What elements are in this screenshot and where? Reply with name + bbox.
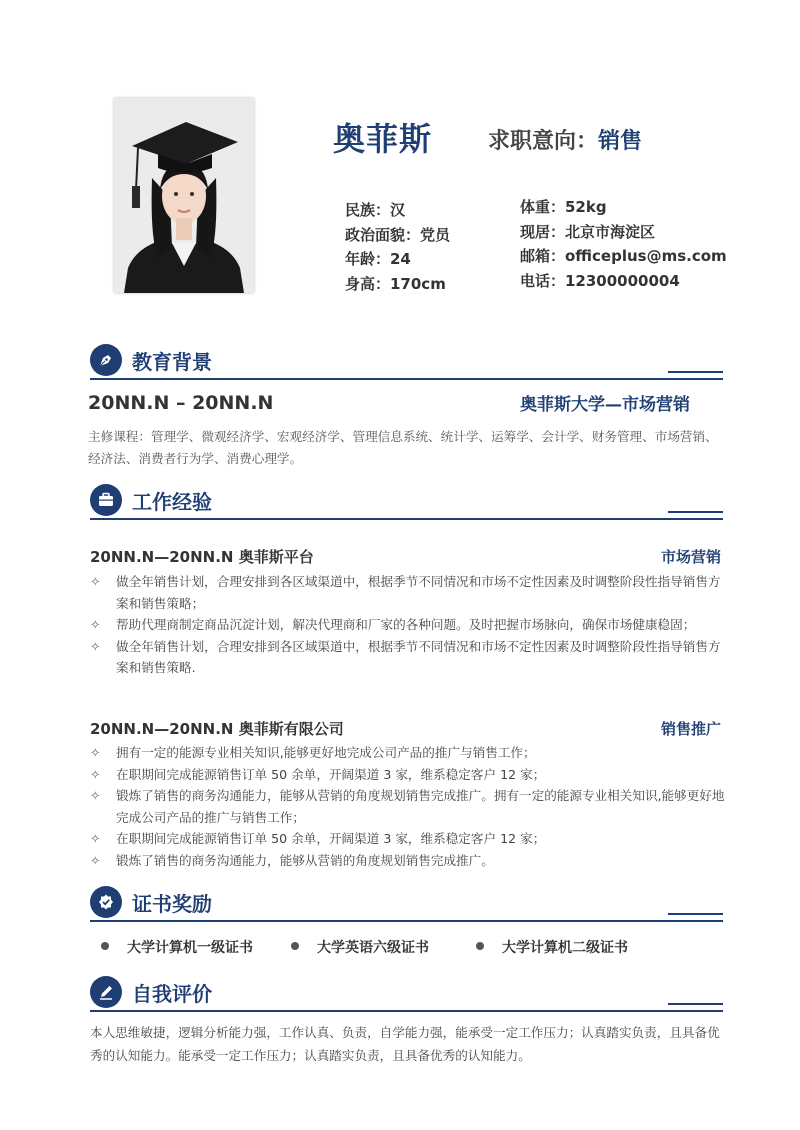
list-item: ✧ 做全年销售计划，合理安排到各区域渠道中，根据季节不同情况和市场不定性因素及时调整阶段性指导销售方案和销售策略； — [90, 571, 726, 614]
job-intent-value: 销售 — [598, 129, 643, 154]
education-section-header — [90, 344, 723, 384]
self-section-header — [90, 976, 723, 1016]
cert-item: 大学计算机二级证书 — [476, 937, 628, 957]
section-accent-line — [668, 511, 723, 513]
section-title: 工作经验 — [132, 490, 212, 514]
section-accent-line — [668, 371, 723, 373]
education-date: 20NN.N – 20NN.N — [88, 392, 274, 414]
section-divider — [90, 1010, 723, 1012]
cert-list — [101, 937, 721, 959]
list-item: ✧ 在职期间完成能源销售订单 50 余单，开阔渠道 3 家，维系稳定客户 12 家； — [90, 764, 726, 786]
section-divider — [90, 920, 723, 922]
political-status: 政治面貌：党员 — [345, 225, 451, 244]
ethnicity: 民族：汉 — [345, 201, 406, 219]
section-title: 证书奖励 — [132, 892, 212, 916]
personal-info-left — [345, 198, 450, 296]
bullet-mark: ✧ — [90, 638, 101, 654]
age: 年龄：24 — [345, 250, 411, 268]
self-evaluation-text: 本人思维敏捷，逻辑分析能力强，工作认真、负责，自学能力强，能承受一定工作压力；认真踏实负责，且具备优秀的认知能力。能承受一定工作压力；认真踏实负责，且具备优秀的认知能力。 — [90, 1025, 720, 1063]
section-divider — [90, 378, 723, 380]
candidate-name: 奥菲斯 — [333, 120, 433, 158]
bullet-mark: ✧ — [90, 788, 101, 803]
bullet-dot — [291, 942, 299, 950]
list-item: ✧ 拥有一定的能源专业相关知识,能够更好地完成公司产品的推广与销售工作； — [90, 742, 726, 764]
bullet-mark: ✧ — [90, 745, 101, 760]
bullet-dot — [476, 942, 484, 950]
job-2-header: 20NN.N—20NN.N 奥菲斯有限公司 — [90, 720, 344, 738]
bullet-mark: ✧ — [90, 617, 101, 632]
cert-item: 大学英语六级证书 — [291, 937, 429, 957]
residence: 现居：北京市海淀区 — [520, 222, 656, 241]
job-1-header: 20NN.N—20NN.N 奥菲斯平台 — [90, 548, 314, 566]
height: 身高：170cm — [345, 274, 446, 293]
job-intent — [488, 124, 642, 155]
education-school: 奥菲斯大学—市场营销 — [520, 395, 690, 415]
job-1-bullets — [90, 571, 726, 679]
briefcase-icon — [90, 484, 122, 516]
section-title: 自我评价 — [132, 982, 212, 1006]
job-intent-label: 求职意向： — [488, 129, 599, 154]
certs-section-header — [90, 886, 723, 926]
personal-info-right — [520, 195, 727, 293]
section-accent-line — [668, 1003, 723, 1005]
section-accent-line — [668, 913, 723, 915]
job-2-bullets — [90, 742, 726, 871]
bullet-mark: ✧ — [90, 852, 101, 868]
bullet-mark: ✧ — [90, 831, 101, 846]
profile-photo — [114, 98, 254, 293]
list-item: ✧ 锻炼了销售的商务沟通能力，能够从营销的角度规划销售完成推广。 — [90, 850, 726, 872]
weight: 体重：52kg — [520, 198, 607, 216]
job-2-role: 销售推广 — [660, 720, 721, 738]
badge-check-icon — [90, 886, 122, 918]
pen-nib-icon — [90, 344, 122, 376]
section-title: 教育背景 — [132, 350, 212, 374]
list-item: ✧ 锻炼了销售的商务沟通能力，能够从营销的角度规划销售完成推广。拥有一定的能源专业相关知识,能够更好地完成公司产品的推广与销售工作； — [90, 785, 726, 828]
bullet-dot — [101, 942, 109, 950]
bullet-mark: ✧ — [90, 766, 101, 782]
list-item: ✧ 帮助代理商制定商品沉淀计划，解决代理商和厂家的各种问题。及时把握市场脉向，确保市场健康稳固； — [90, 614, 726, 636]
edit-pen-icon — [90, 976, 122, 1008]
list-item: ✧ 做全年销售计划，合理安排到各区域渠道中，根据季节不同情况和市场不定性因素及时调整阶段性指导销售方案和销售策略. — [90, 636, 726, 679]
job-1-role: 市场营销 — [660, 548, 721, 566]
education-courses: 主修课程：管理学、微观经济学、宏观经济学、管理信息系统、统计学、运筹学、会计学、财务管理、市场营销、经济法、消费者行为学、消费心理学。 — [88, 429, 718, 466]
list-item: ✧ 在职期间完成能源销售订单 50 余单，开阔渠道 3 家，维系稳定客户 12 家； — [90, 828, 726, 850]
email: 邮箱：officeplus@ms.com — [520, 247, 727, 265]
bullet-mark: ✧ — [90, 574, 101, 589]
work-section-header — [90, 484, 723, 524]
phone: 电话：12300000004 — [520, 271, 680, 290]
cert-item: 大学计算机一级证书 — [101, 937, 253, 957]
section-divider — [90, 518, 723, 520]
graduate-portrait-image — [114, 98, 254, 293]
